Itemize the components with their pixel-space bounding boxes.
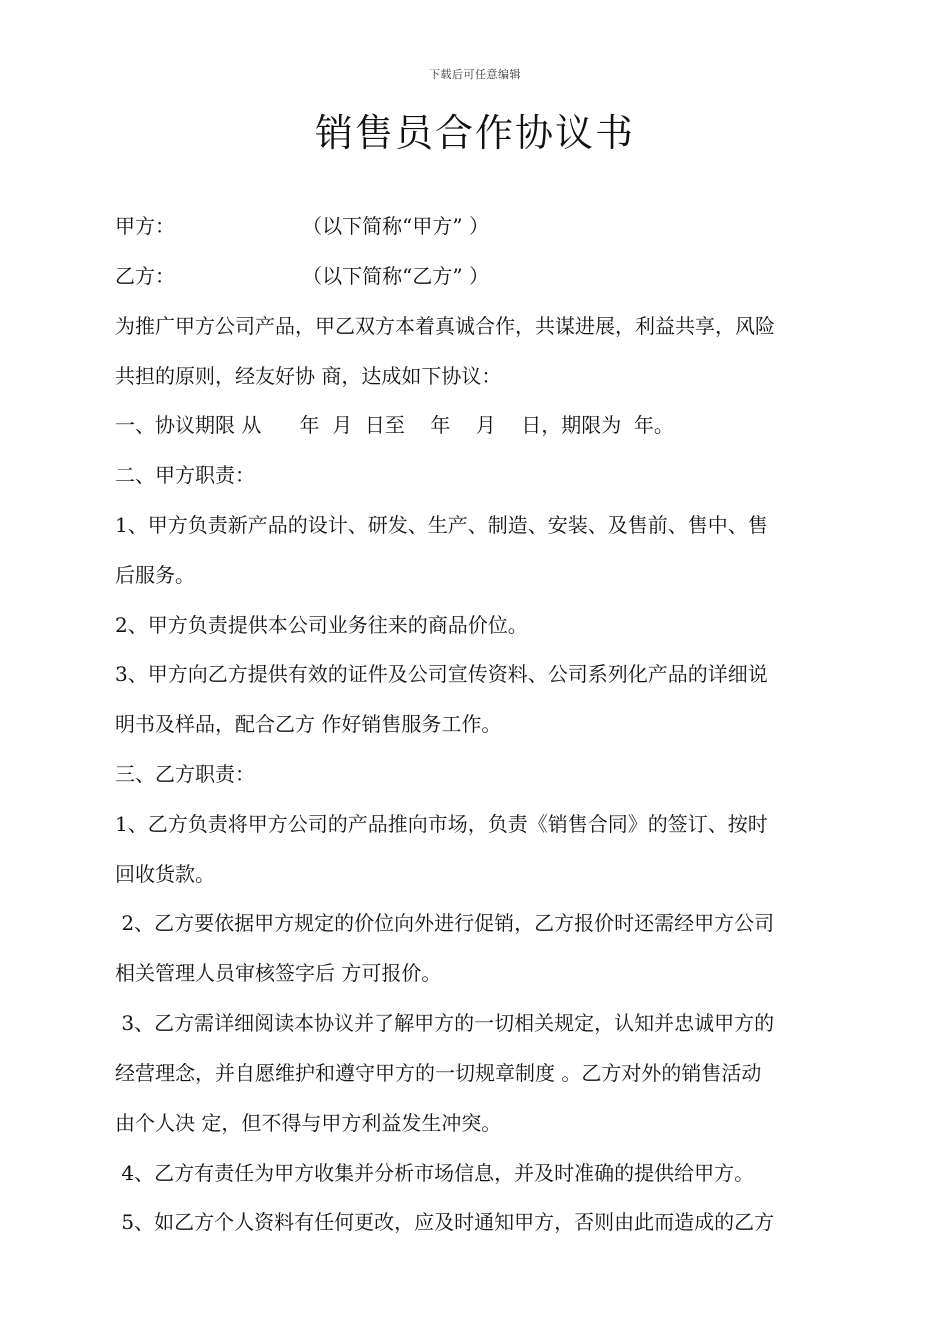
- section-heading: 三、乙方职责：: [115, 762, 255, 786]
- paragraph-line: 3、乙方需详细阅读本协议并了解甲方的一切相关规定，认知并忠诚甲方的: [115, 1011, 775, 1035]
- paragraph-line: 1、甲方负责新产品的设计、研发、生产、制造、安装、及售前、售中、售: [115, 513, 768, 537]
- header-note: 下载后可任意编辑: [429, 68, 521, 81]
- paragraph-line: 为推广甲方公司产品，甲乙双方本着真诚合作，共谋进展，利益共享，风险: [115, 314, 775, 338]
- paragraph-line: 2、甲方负责提供本公司业务往来的商品价位。: [115, 613, 528, 637]
- paragraph-line: 1、乙方负责将甲方公司的产品推向市场，负责《销售合同》的签订、按时: [115, 812, 768, 836]
- section-heading: 二、甲方职责：: [115, 463, 255, 487]
- paragraph-line: 由个人决 定，但不得与甲方利益发生冲突。: [115, 1111, 502, 1135]
- paragraph-line: 3、甲方向乙方提供有效的证件及公司宣传资料、公司系列化产品的详细说: [115, 662, 768, 686]
- paragraph-line: 明书及样品，配合乙方 作好销售服务工作。: [115, 712, 502, 736]
- document-title: 销售员合作协议书: [314, 111, 635, 155]
- term-line: 一、协议期限 从 年 月 日至 年 月 日，期限为 年。: [115, 413, 674, 437]
- paragraph-line: 后服务。: [115, 563, 195, 587]
- paragraph-line: 回收货款。: [115, 862, 215, 886]
- party-a-line: 甲方： （以下简称“甲方” ）: [115, 214, 489, 238]
- paragraph-line: 经营理念，并自愿维护和遵守甲方的一切规章制度 。乙方对外的销售活动: [115, 1061, 762, 1085]
- paragraph-line: 5、如乙方个人资料有任何更改，应及时通知甲方，否则由此而造成的乙方: [115, 1210, 775, 1234]
- party-b-line: 乙方： （以下简称“乙方” ）: [115, 264, 489, 288]
- paragraph-line: 共担的原则，经友好协 商，达成如下协议：: [115, 364, 502, 388]
- paragraph-line: 2、乙方要依据甲方规定的价位向外进行促销，乙方报价时还需经甲方公司: [115, 911, 775, 935]
- paragraph-line: 相关管理人员审核签字后 方可报价。: [115, 961, 442, 985]
- paragraph-line: 4、乙方有责任为甲方收集并分析市场信息，并及时准确的提供给甲方。: [115, 1161, 755, 1185]
